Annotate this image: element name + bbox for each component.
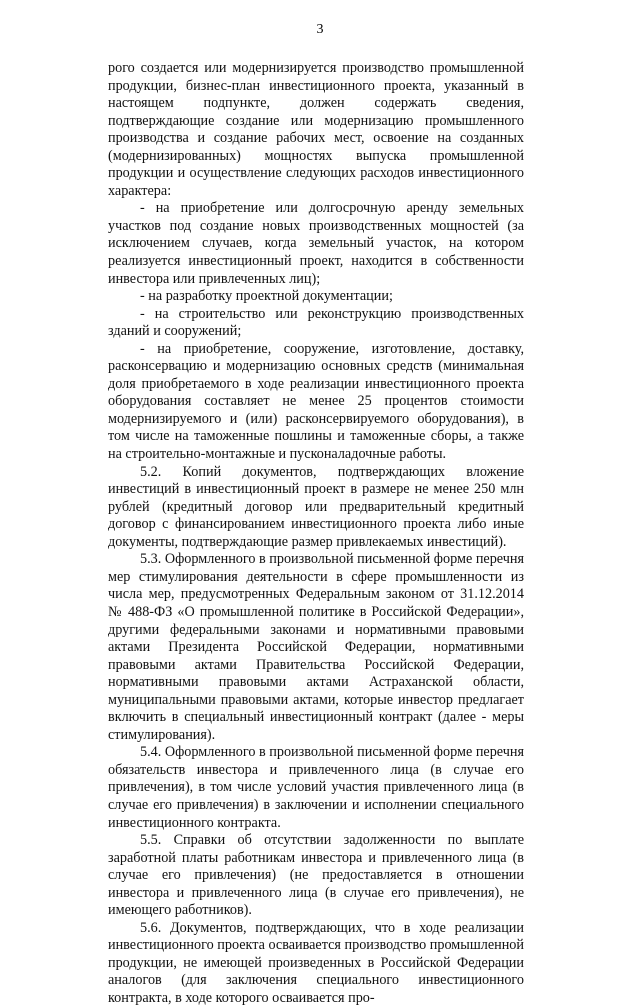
paragraph-5-3: 5.3. Оформленного в произвольной письменной форме перечня мер стимулирования деятельности в сфере промышленности из числа мер, предусмотренных Федеральным законом от 31.12.2014 № 488-ФЗ «О промышленной политике в Российской Федерации», другими федеральными законами и нормативными правовыми актами Президента Российской Федерации, нормативными правовыми актами Правительства Российской Федерации, нормативными правовыми актами Астраханской области, муниципальными правовыми актами, которые инвестор предлагает включить в специальный инвестиционный контракт (далее - меры стимулирования). xyxy=(108,551,524,743)
paragraph-continuation: рого создается или модернизируется производство промышленной продукции, бизнес-план инвестиционного проекта, указанный в настоящем подпункте, должен содержать сведения, подтверждающие создание или модернизацию промышленного производства и создание рабочих мест, освоение на созданных (модернизированных) мощностях выпуска промышленной продукции и осуществление следующих расходов инвестиционного характера: xyxy=(108,60,524,199)
list-item-construction: - на строительство или реконструкцию производственных зданий и сооружений; xyxy=(108,305,524,340)
document-body xyxy=(108,60,524,1008)
list-item-design: - на разработку проектной документации; xyxy=(140,288,393,305)
paragraph-5-5: 5.5. Справки об отсутствии задолженности по выплате заработной платы работникам инвестора и привлеченного лица (в случае его привлечения) (не предоставляется в отношении инвестора и привлеченного лица (в случае его привлечения), не имеющего работников). xyxy=(108,832,524,919)
list-item-equipment: - на приобретение, сооружение, изготовление, доставку, расконсервацию и модернизацию основных средств (минимальная доля приобретаемого в ходе реализации инвестиционного проекта оборудования составляет не менее 25 процентов стоимости модернизируемого и (или) расконсервируемого оборудования), в том числе на таможенные пошлины и таможенные сборы, а также на строительно-монтажные и пусконаладочные работы. xyxy=(108,340,524,463)
paragraph-5-4: 5.4. Оформленного в произвольной письменной форме перечня обязательств инвестора и привлеченного лица (в случае его привлечения), в том числе условий участия привлеченного лица (в случае его привлечения) в заключении и исполнении специального инвестиционного контракта. xyxy=(108,744,524,831)
list-item-land: - на приобретение или долгосрочную аренду земельных участков под создание новых производственных мощностей (за исключением случаев, когда земельный участок, на котором реализуется инвестиционный проект, находится в собственности инвестора или привлеченных лиц); xyxy=(108,200,524,287)
paragraph-5-2: 5.2. Копий документов, подтверждающих вложение инвестиций в инвестиционный проект в размере не менее 250 млн рублей (кредитный договор или предварительный кредитный договор с финансированием инвестиционного проекта либо иные документы, подтверждающие размер привлекаемых инвестиций). xyxy=(108,463,524,550)
paragraph-5-6: 5.6. Документов, подтверждающих, что в ходе реализации инвестиционного проекта осваивается производство промышленной продукции, не имеющей произведенных в Российской Федерации аналогов (для заключения специального инвестиционного контракта, в ходе которого осваивается про- xyxy=(108,919,524,1006)
page-number: 3 xyxy=(316,22,324,37)
